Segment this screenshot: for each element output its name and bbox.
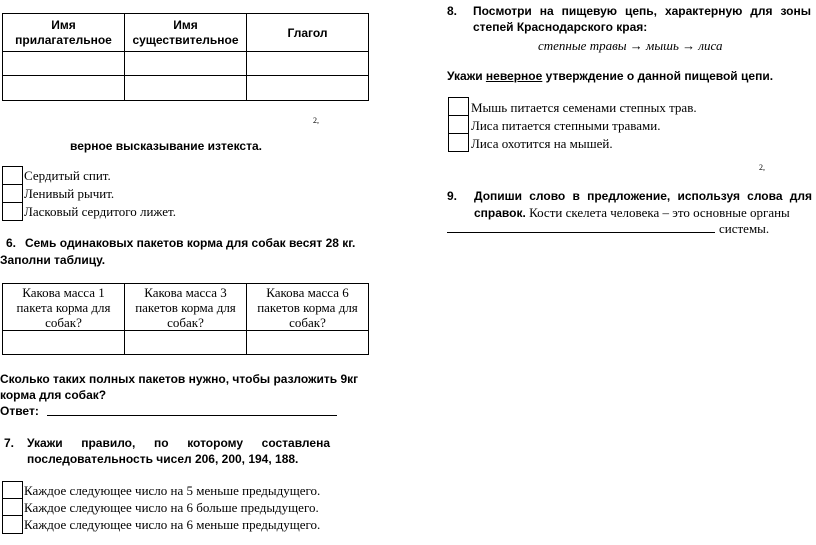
q8-option-text: Лиса охотится на мышей.: [471, 136, 613, 151]
q8-instruction: [447, 69, 773, 83]
q8-option-text: Мышь питается семенами степных трав.: [471, 100, 697, 115]
q8-instruction-pre: Укажи: [447, 69, 486, 83]
q6-answer-line[interactable]: [47, 415, 337, 416]
q9-number: 9.: [447, 189, 458, 203]
q5-cell[interactable]: [247, 52, 369, 76]
q7-line1: Укажи правило, по которому составлена: [27, 436, 330, 450]
q6-question-line1: Сколько таких полных пакетов нужно, чтобы разложить 9кг: [0, 372, 359, 386]
q6-cell[interactable]: [125, 331, 247, 355]
q7-option-text: Каждое следующее число на 6 больше предыдущего.: [24, 500, 319, 515]
q8-line1: Посмотри на пищевую цепь, характерную для зоны: [473, 4, 811, 18]
q5-option-checkbox[interactable]: [2, 202, 23, 221]
q5-cell[interactable]: [125, 52, 247, 76]
q9-line2: [474, 205, 790, 221]
q5-header-noun: Имя существительное: [125, 14, 247, 52]
q8-option-text: Лиса питается степными травами.: [471, 118, 661, 133]
q6-cell[interactable]: [3, 331, 125, 355]
q9-line2-bold: справок.: [474, 206, 526, 220]
q5-header-verb: Глагол: [247, 14, 369, 52]
q5-option-text: Сердитый спит.: [24, 168, 111, 183]
q5-cell[interactable]: [3, 76, 125, 101]
q7-number: 7.: [4, 436, 15, 450]
q5-option-text: Ласковый сердитого лижет.: [24, 204, 176, 219]
q9-line1: Допиши слово в предложение, используя слова для: [474, 189, 812, 203]
q6-cell[interactable]: [247, 331, 369, 355]
q7-line2: последовательность чисел 206, 200, 194, 188.: [27, 452, 299, 466]
q6-number: 6.: [6, 236, 17, 250]
q8-page-mark: 2,: [759, 163, 765, 172]
q6-line1: Семь одинаковых пакетов корма для собак весят 28 кг.: [25, 236, 356, 250]
q5-cell[interactable]: [247, 76, 369, 101]
q9-line2-rest: Кости скелета человека – это основные органы: [525, 205, 790, 220]
q6-header-1-pack: Какова масса 1 пакета корма для собак?: [3, 284, 125, 331]
q8-food-chain: степные травы → мышь → лиса: [538, 38, 723, 53]
q9-line3-end: системы.: [719, 221, 770, 236]
q6-table: [2, 283, 369, 355]
q5-instruction: верное высказывание изтекста.: [70, 139, 262, 153]
q6-question-line2: корма для собак?: [0, 388, 107, 402]
q8-option-checkbox[interactable]: [448, 115, 469, 134]
q5-option-checkbox[interactable]: [2, 184, 23, 203]
q5-table: [2, 13, 369, 101]
q6-header-6-packs: Какова масса 6 пакетов корма для собак?: [247, 284, 369, 331]
q5-cell[interactable]: [125, 76, 247, 101]
q7-option-text: Каждое следующее число на 6 меньше предыдущего.: [24, 517, 321, 532]
q5-option-text: Ленивый рычит.: [24, 186, 115, 201]
q9-answer-line[interactable]: [447, 232, 715, 233]
q8-option-checkbox[interactable]: [448, 97, 469, 116]
q5-page-mark: 2,: [313, 116, 319, 125]
q6-answer-label: Ответ:: [0, 404, 39, 418]
q5-header-adjective: Имя прилагательное: [3, 14, 125, 52]
q7-option-text: Каждое следующее число на 5 меньше предыдущего.: [24, 483, 321, 498]
q5-option-checkbox[interactable]: [2, 166, 23, 185]
q7-option-checkbox[interactable]: [2, 515, 23, 534]
q5-cell[interactable]: [3, 52, 125, 76]
q8-instruction-underlined: неверное: [485, 69, 543, 83]
q8-line2: степей Краснодарского края:: [473, 20, 648, 34]
q8-option-checkbox[interactable]: [448, 133, 469, 152]
q8-instruction-post: утверждение о данной пищевой цепи.: [542, 69, 774, 83]
q6-line2: Заполни таблицу.: [0, 253, 106, 267]
q6-header-3-packs: Какова масса 3 пакетов корма для собак?: [125, 284, 247, 331]
q8-number: 8.: [447, 4, 458, 18]
